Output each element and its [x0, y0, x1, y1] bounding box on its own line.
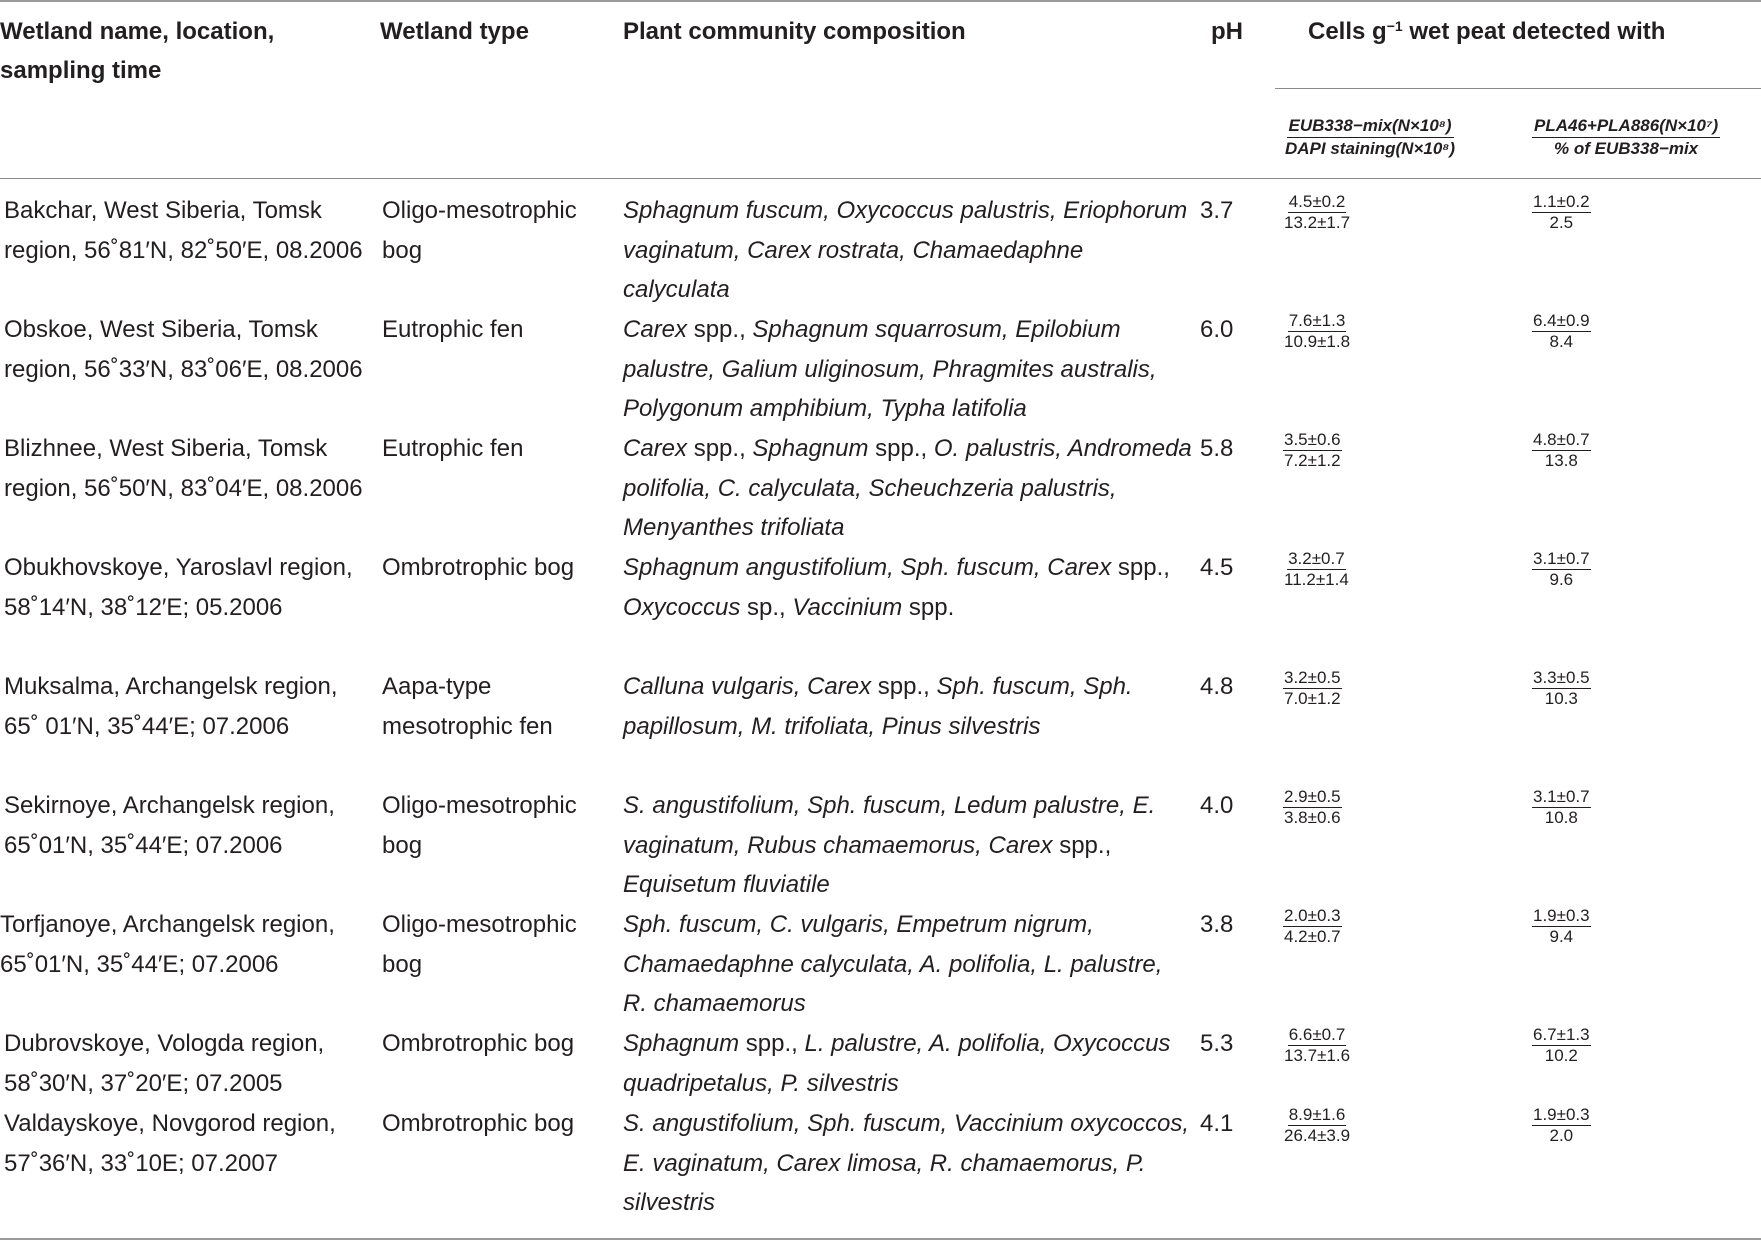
cell-pla-percent: [1532, 193, 1591, 232]
cell-eub-dapi: [1283, 193, 1351, 232]
spanner-rule: [1275, 88, 1761, 89]
header-cells-base: Cells g: [1308, 18, 1387, 45]
cell-dapi: 4.2±0.7: [1284, 927, 1341, 946]
header-cells-detected: [1308, 12, 1665, 54]
cell-eub: 8.9±1.6: [1288, 1105, 1346, 1124]
cell-dapi: 13.7±1.6: [1284, 1046, 1351, 1065]
cell-wetland-type: Ombrotrophic bog: [382, 1110, 575, 1137]
table-top-rule: [0, 0, 1761, 2]
table-bottom-rule: [0, 1238, 1761, 1240]
cell-dapi: 13.2±1.7: [1284, 213, 1351, 232]
header-plant-community: Plant community composition: [623, 18, 966, 45]
cell-percent: 2.0: [1549, 1126, 1574, 1145]
cell-wetland-type: Aapa-type mesotrophic fen: [382, 673, 553, 740]
cell-plants: Carex spp., Sphagnum spp., O. palustris, Andromeda polifolia, C. calyculata, Scheuchzeria palustris, Menyanthes trifoliata: [623, 435, 1192, 542]
cell-wetland-type: Oligo-mesotrophic bog: [382, 792, 577, 859]
cell-eub: 3.2±0.5: [1284, 668, 1341, 687]
cell-dapi: 3.8±0.6: [1284, 808, 1341, 827]
cell-pla-percent: [1532, 431, 1591, 470]
cell-plants: S. angustifolium, Sph. fuscum, Ledum palustre, E. vaginatum, Rubus chamaemorus, Carex spp., Equisetum fluviatile: [623, 792, 1156, 899]
header-cells-rest: wet peat detected with: [1402, 18, 1666, 45]
header-ph: pH: [1211, 18, 1243, 45]
cell-eub: 3.5±0.6: [1284, 430, 1341, 449]
cell-site: Valdayskoye, Novgorod region, 57˚36′N, 33˚10E; 07.2007: [4, 1110, 336, 1177]
cell-pla-percent: [1532, 550, 1591, 589]
cell-plants: Calluna vulgaris, Carex spp., Sph. fuscum, Sph. papillosum, M. trifoliata, Pinus silvestris: [623, 673, 1133, 740]
cell-pla: 1.9±0.3: [1533, 906, 1590, 925]
cell-site: Blizhnee, West Siberia, Tomsk region, 56˚50′N, 83˚04′E, 08.2006: [4, 435, 363, 502]
cell-plants: S. angustifolium, Sph. fuscum, Vaccinium oxycoccos, E. vaginatum, Carex limosa, R. chamaemorus, P. silvestris: [623, 1110, 1190, 1217]
cell-percent: 13.8: [1544, 451, 1578, 470]
cell-site: Dubrovskoye, Vologda region, 58˚30′N, 37˚20′E; 07.2005: [4, 1030, 325, 1097]
cell-wetland-type: Ombrotrophic bog: [382, 1030, 575, 1057]
cell-eub-dapi: [1283, 550, 1350, 589]
cell-percent: 10.3: [1544, 689, 1578, 708]
cell-pla: 6.4±0.9: [1533, 311, 1590, 330]
cell-pla-percent: [1532, 788, 1591, 827]
cell-ph: 4.0: [1200, 792, 1234, 819]
cell-dapi: 7.0±1.2: [1284, 689, 1341, 708]
cell-percent: 10.2: [1544, 1046, 1578, 1065]
header-cells-exponent: −1: [1386, 18, 1403, 34]
cell-wetland-type: Ombrotrophic bog: [382, 554, 575, 581]
cell-plants: Sph. fuscum, C. vulgaris, Empetrum nigrum, Chamaedaphne calyculata, A. polifolia, L. palustre, R. chamaemorus: [623, 911, 1163, 1018]
subheader-pla-percent: [1532, 116, 1720, 159]
cell-dapi: 7.2±1.2: [1284, 451, 1341, 470]
cell-ph: 4.8: [1200, 673, 1234, 700]
cell-wetland-type: Eutrophic fen: [382, 316, 524, 343]
subheader-eub338-mix: EUB338−mix(N×10⁸): [1287, 116, 1454, 138]
cell-plants: Sphagnum angustifolium, Sph. fuscum, Carex spp., Oxycoccus sp., Vaccinium spp.: [623, 554, 1170, 621]
cell-eub-dapi: [1283, 431, 1342, 470]
cell-plants: Sphagnum spp., L. palustre, A. polifolia, Oxycoccus quadripetalus, P. silvestris: [623, 1030, 1171, 1097]
cell-site: Torfjanoye, Archangelsk region, 65˚01′N, 35˚44′E; 07.2006: [0, 911, 335, 978]
cell-eub-dapi: [1283, 1106, 1351, 1145]
cell-pla-percent: [1532, 1026, 1591, 1065]
cell-pla: 1.1±0.2: [1533, 192, 1590, 211]
cell-eub-dapi: [1283, 907, 1342, 946]
cell-eub: 3.2±0.7: [1288, 549, 1345, 568]
cell-site: Bakchar, West Siberia, Tomsk region, 56˚81′N, 82˚50′E, 08.2006: [4, 197, 363, 264]
cell-eub: 2.0±0.3: [1284, 906, 1341, 925]
cell-eub-dapi: [1283, 788, 1342, 827]
cell-ph: 5.8: [1200, 435, 1234, 462]
cell-eub-dapi: [1283, 669, 1342, 708]
cell-site: Muksalma, Archangelsk region, 65˚ 01′N, 35˚44′E; 07.2006: [4, 673, 338, 740]
cell-wetland-type: Oligo-mesotrophic bog: [382, 197, 577, 264]
cell-ph: 3.8: [1200, 911, 1234, 938]
cell-percent: 10.8: [1544, 808, 1578, 827]
cell-dapi: 11.2±1.4: [1284, 570, 1349, 589]
cell-eub: 6.6±0.7: [1288, 1025, 1346, 1044]
cell-dapi: 10.9±1.8: [1284, 332, 1351, 351]
cell-pla-percent: [1532, 907, 1591, 946]
cell-ph: 4.5: [1200, 554, 1234, 581]
cell-pla: 4.8±0.7: [1533, 430, 1590, 449]
cell-wetland-type: Oligo-mesotrophic bog: [382, 911, 577, 978]
cell-dapi: 26.4±3.9: [1284, 1126, 1351, 1145]
cell-percent: 9.4: [1549, 927, 1574, 946]
cell-pla-percent: [1532, 669, 1591, 708]
cell-eub-dapi: [1283, 312, 1351, 351]
cell-eub: 7.6±1.3: [1288, 311, 1346, 330]
header-wetland-type: Wetland type: [380, 18, 529, 45]
cell-percent: 9.6: [1549, 570, 1574, 589]
cell-site: Obskoe, West Siberia, Tomsk region, 56˚33′N, 83˚06′E, 08.2006: [4, 316, 363, 383]
header-wetland-name: Wetland name, location, sampling time: [0, 18, 275, 84]
cell-eub: 2.9±0.5: [1284, 787, 1341, 806]
cell-percent: 2.5: [1549, 213, 1574, 232]
cell-eub: 4.5±0.2: [1288, 192, 1346, 211]
cell-eub-dapi: [1283, 1026, 1351, 1065]
subheader-dapi-staining: DAPI staining(N×10⁸): [1285, 139, 1456, 158]
subheader-percent-eub: % of EUB338−mix: [1554, 139, 1699, 158]
cell-site: Sekirnoye, Archangelsk region, 65˚01′N, 35˚44′E; 07.2006: [4, 792, 335, 859]
cell-plants: Sphagnum fuscum, Oxycoccus palustris, Eriophorum vaginatum, Carex rostrata, Chamaedaphne calyculata: [623, 197, 1188, 304]
cell-ph: 3.7: [1200, 197, 1234, 224]
cell-plants: Carex spp., Sphagnum squarrosum, Epilobium palustre, Galium uliginosum, Phragmites australis, Polygonum amphibium, Typha latifolia: [623, 316, 1157, 423]
cell-pla: 3.1±0.7: [1533, 787, 1590, 806]
cell-pla: 6.7±1.3: [1533, 1025, 1590, 1044]
cell-ph: 6.0: [1200, 316, 1234, 343]
subheader-pla46-pla886: PLA46+PLA886(N×10⁷): [1532, 116, 1720, 138]
cell-ph: 5.3: [1200, 1030, 1234, 1057]
cell-wetland-type: Eutrophic fen: [382, 435, 524, 462]
cell-pla: 3.1±0.7: [1533, 549, 1590, 568]
cell-percent: 8.4: [1549, 332, 1574, 351]
cell-pla-percent: [1532, 312, 1591, 351]
cell-pla: 3.3±0.5: [1533, 668, 1590, 687]
subheader-eub-dapi: [1283, 116, 1457, 159]
header-bottom-rule: [0, 178, 1761, 179]
cell-pla: 1.9±0.3: [1533, 1105, 1590, 1124]
cell-pla-percent: [1532, 1106, 1591, 1145]
cell-site: Obukhovskoye, Yaroslavl region, 58˚14′N, 38˚12′E; 05.2006: [4, 554, 353, 621]
cell-ph: 4.1: [1200, 1110, 1234, 1137]
